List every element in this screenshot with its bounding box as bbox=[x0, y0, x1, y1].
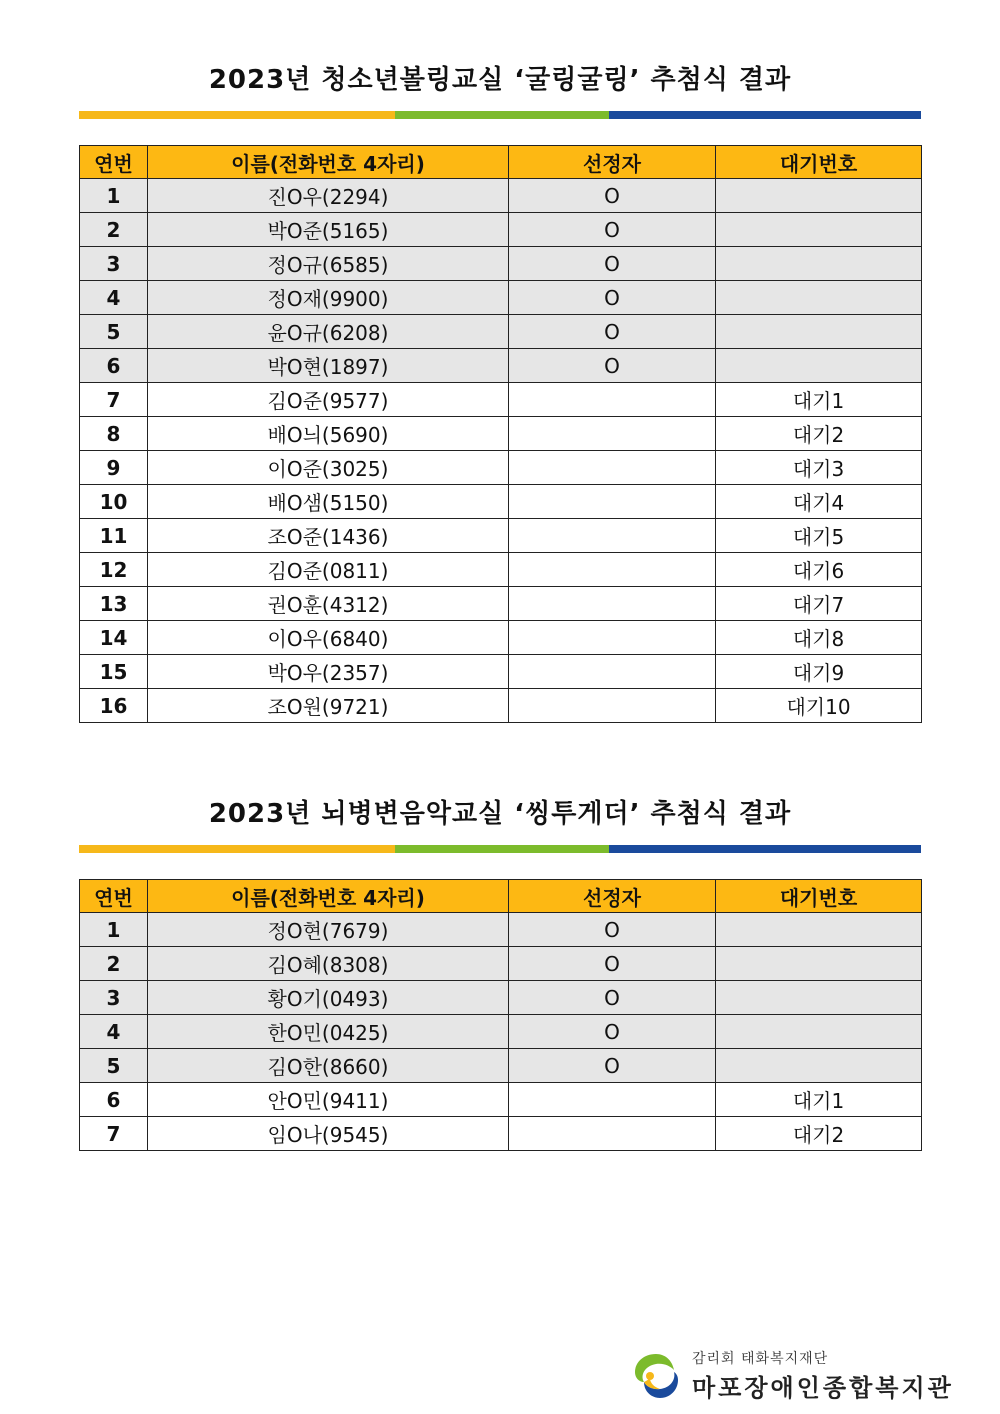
foundation-name: 감리회 태화복지재단 bbox=[692, 1351, 829, 1367]
row-number: 7 bbox=[80, 383, 148, 417]
row-selected-mark: O bbox=[509, 947, 716, 981]
row-waitlist-number: 대기8 bbox=[716, 621, 922, 655]
row-name: 진O우(2294) bbox=[148, 179, 509, 213]
table-row bbox=[80, 1083, 922, 1117]
row-waitlist-number bbox=[716, 1049, 922, 1083]
table-row bbox=[80, 1117, 922, 1151]
header-selected: 선정자 bbox=[509, 146, 716, 179]
table-row bbox=[80, 947, 922, 981]
table-row bbox=[80, 1049, 922, 1083]
row-number: 10 bbox=[80, 485, 148, 519]
row-waitlist-number bbox=[716, 1015, 922, 1049]
row-name: 이O우(6840) bbox=[148, 621, 509, 655]
row-number: 4 bbox=[80, 281, 148, 315]
table-row bbox=[80, 913, 922, 947]
header-number: 연번 bbox=[80, 146, 148, 179]
row-number: 2 bbox=[80, 947, 148, 981]
row-waitlist-number bbox=[716, 281, 922, 315]
row-waitlist-number: 대기1 bbox=[716, 383, 922, 417]
row-name: 이O준(3025) bbox=[148, 451, 509, 485]
row-selected-mark bbox=[509, 417, 716, 451]
header-waitlist: 대기번호 bbox=[716, 146, 922, 179]
row-name: 정O재(9900) bbox=[148, 281, 509, 315]
row-selected-mark bbox=[509, 553, 716, 587]
bowling-results-table bbox=[79, 145, 922, 723]
row-name: 김O혜(8308) bbox=[148, 947, 509, 981]
row-waitlist-number bbox=[716, 349, 922, 383]
bowling-class-section bbox=[79, 58, 921, 723]
color-bar-blue bbox=[609, 845, 921, 853]
table-row bbox=[80, 451, 922, 485]
row-selected-mark: O bbox=[509, 213, 716, 247]
row-waitlist-number bbox=[716, 315, 922, 349]
row-number: 2 bbox=[80, 213, 148, 247]
table-row bbox=[80, 519, 922, 553]
color-bar-blue bbox=[609, 111, 921, 119]
table-row bbox=[80, 247, 922, 281]
row-selected-mark: O bbox=[509, 913, 716, 947]
row-selected-mark bbox=[509, 655, 716, 689]
row-waitlist-number bbox=[716, 179, 922, 213]
color-bar-yellow bbox=[79, 111, 395, 119]
row-selected-mark: O bbox=[509, 315, 716, 349]
row-name: 박O현(1897) bbox=[148, 349, 509, 383]
music-class-title: 2023년 뇌병변음악교실 ‘씽투게더’ 추첨식 결과 bbox=[208, 799, 792, 829]
table-row bbox=[80, 213, 922, 247]
row-number: 3 bbox=[80, 247, 148, 281]
row-name: 조O원(9721) bbox=[148, 689, 509, 723]
row-selected-mark: O bbox=[509, 1015, 716, 1049]
row-selected-mark bbox=[509, 451, 716, 485]
row-selected-mark: O bbox=[509, 1049, 716, 1083]
row-name: 김O준(0811) bbox=[148, 553, 509, 587]
title-color-bar bbox=[79, 845, 921, 853]
row-number: 4 bbox=[80, 1015, 148, 1049]
bowling-class-title: 2023년 청소년볼링교실 ‘굴링굴링’ 추첨식 결과 bbox=[208, 65, 792, 95]
table-row bbox=[80, 485, 922, 519]
row-number: 7 bbox=[80, 1117, 148, 1151]
row-name: 정O규(6585) bbox=[148, 247, 509, 281]
row-name: 권O훈(4312) bbox=[148, 587, 509, 621]
row-waitlist-number: 대기4 bbox=[716, 485, 922, 519]
table-header-row bbox=[80, 880, 922, 913]
row-selected-mark bbox=[509, 485, 716, 519]
row-number: 5 bbox=[80, 315, 148, 349]
header-name: 이름(전화번호 4자리) bbox=[148, 880, 509, 913]
row-name: 배O늬(5690) bbox=[148, 417, 509, 451]
row-waitlist-number bbox=[716, 947, 922, 981]
row-name: 김O한(8660) bbox=[148, 1049, 509, 1083]
row-number: 15 bbox=[80, 655, 148, 689]
table-row bbox=[80, 587, 922, 621]
row-selected-mark bbox=[509, 383, 716, 417]
color-bar-yellow bbox=[79, 845, 395, 853]
row-selected-mark: O bbox=[509, 179, 716, 213]
row-number: 6 bbox=[80, 349, 148, 383]
row-waitlist-number: 대기3 bbox=[716, 451, 922, 485]
table-row bbox=[80, 553, 922, 587]
row-name: 박O우(2357) bbox=[148, 655, 509, 689]
table-row bbox=[80, 655, 922, 689]
table-row bbox=[80, 417, 922, 451]
row-name: 안O민(9411) bbox=[148, 1083, 509, 1117]
header-name: 이름(전화번호 4자리) bbox=[148, 146, 509, 179]
title-color-bar bbox=[79, 111, 921, 119]
row-name: 정O현(7679) bbox=[148, 913, 509, 947]
row-name: 임O나(9545) bbox=[148, 1117, 509, 1151]
row-selected-mark bbox=[509, 587, 716, 621]
table-header-row bbox=[80, 146, 922, 179]
organization-logo bbox=[630, 1346, 954, 1402]
row-name: 김O준(9577) bbox=[148, 383, 509, 417]
header-waitlist: 대기번호 bbox=[716, 880, 922, 913]
welfare-center-logo-icon bbox=[630, 1350, 682, 1402]
row-number: 1 bbox=[80, 913, 148, 947]
music-results-table bbox=[79, 879, 922, 1151]
color-bar-green bbox=[395, 845, 609, 853]
row-selected-mark bbox=[509, 519, 716, 553]
row-number: 3 bbox=[80, 981, 148, 1015]
row-waitlist-number: 대기6 bbox=[716, 553, 922, 587]
table-row bbox=[80, 621, 922, 655]
row-waitlist-number: 대기1 bbox=[716, 1083, 922, 1117]
row-number: 8 bbox=[80, 417, 148, 451]
row-name: 조O준(1436) bbox=[148, 519, 509, 553]
row-selected-mark: O bbox=[509, 247, 716, 281]
row-selected-mark bbox=[509, 1117, 716, 1151]
row-selected-mark bbox=[509, 689, 716, 723]
table-row bbox=[80, 179, 922, 213]
table-row bbox=[80, 383, 922, 417]
music-class-section bbox=[79, 792, 921, 1151]
row-waitlist-number bbox=[716, 213, 922, 247]
row-number: 12 bbox=[80, 553, 148, 587]
row-name: 박O준(5165) bbox=[148, 213, 509, 247]
table-row bbox=[80, 689, 922, 723]
music-results-body bbox=[80, 913, 922, 1151]
row-selected-mark bbox=[509, 621, 716, 655]
row-waitlist-number: 대기2 bbox=[716, 417, 922, 451]
row-selected-mark: O bbox=[509, 981, 716, 1015]
center-name: 마포장애인종합복지관 bbox=[692, 1373, 954, 1402]
table-row bbox=[80, 315, 922, 349]
table-row bbox=[80, 981, 922, 1015]
table-row bbox=[80, 349, 922, 383]
row-number: 1 bbox=[80, 179, 148, 213]
row-name: 황O기(0493) bbox=[148, 981, 509, 1015]
bowling-results-body bbox=[80, 179, 922, 723]
color-bar-green bbox=[395, 111, 609, 119]
header-number: 연번 bbox=[80, 880, 148, 913]
row-waitlist-number bbox=[716, 913, 922, 947]
row-waitlist-number bbox=[716, 981, 922, 1015]
row-selected-mark: O bbox=[509, 281, 716, 315]
row-waitlist-number: 대기7 bbox=[716, 587, 922, 621]
row-number: 13 bbox=[80, 587, 148, 621]
row-number: 14 bbox=[80, 621, 148, 655]
row-name: 윤O규(6208) bbox=[148, 315, 509, 349]
table-row bbox=[80, 1015, 922, 1049]
row-waitlist-number: 대기10 bbox=[716, 689, 922, 723]
table-row bbox=[80, 281, 922, 315]
header-selected: 선정자 bbox=[509, 880, 716, 913]
row-number: 5 bbox=[80, 1049, 148, 1083]
row-number: 11 bbox=[80, 519, 148, 553]
row-waitlist-number: 대기5 bbox=[716, 519, 922, 553]
row-number: 6 bbox=[80, 1083, 148, 1117]
row-waitlist-number bbox=[716, 247, 922, 281]
row-name: 배O샘(5150) bbox=[148, 485, 509, 519]
row-name: 한O민(0425) bbox=[148, 1015, 509, 1049]
row-number: 16 bbox=[80, 689, 148, 723]
row-waitlist-number: 대기2 bbox=[716, 1117, 922, 1151]
row-number: 9 bbox=[80, 451, 148, 485]
row-selected-mark: O bbox=[509, 349, 716, 383]
row-waitlist-number: 대기9 bbox=[716, 655, 922, 689]
row-selected-mark bbox=[509, 1083, 716, 1117]
